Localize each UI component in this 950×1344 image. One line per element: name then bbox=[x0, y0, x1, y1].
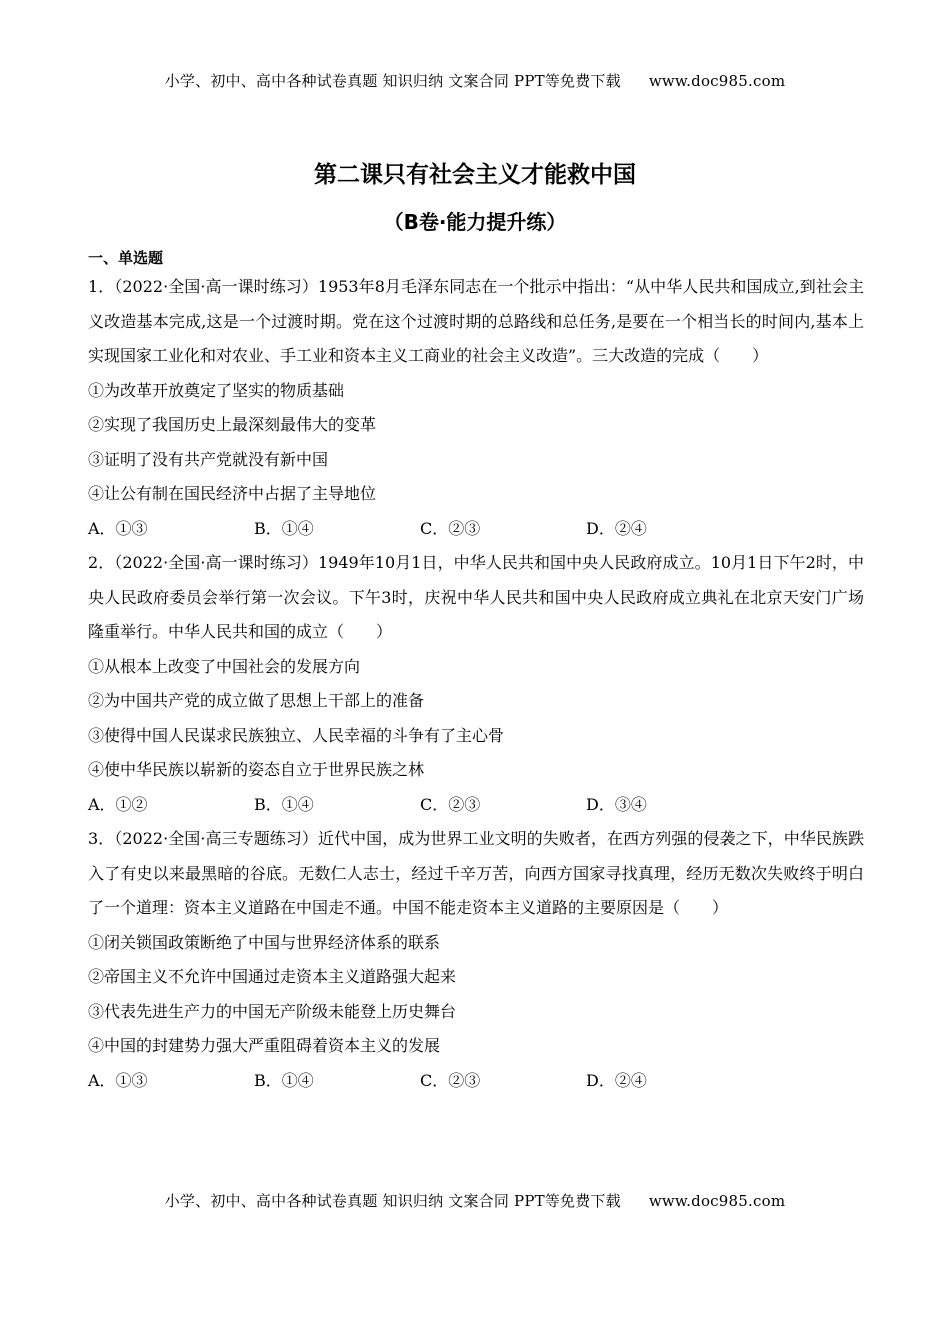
section-heading: 一、单选题 bbox=[88, 249, 164, 267]
option-d[interactable]: D．③④ bbox=[586, 794, 647, 814]
question-stem: 1．（2022·全国·高一课时练习）1953年8月毛泽东同志在一个批示中指出：“从中华人民共和国成立,到社会主义改造基本完成,这是一个过渡时期。党在这个过渡时期的总路线和总任务,是要在一个相当长的时间内,基本上实现国家工业化和对农业、手工业和资本主义工商业的社会主义改造”。三大改造的完成（ ） bbox=[88, 277, 864, 365]
statement: ②实现了我国历史上最深刻最伟大的变革 bbox=[88, 415, 377, 434]
question bbox=[88, 270, 864, 546]
page-footer bbox=[0, 1190, 950, 1211]
option-b[interactable]: B．①④ bbox=[254, 794, 314, 814]
statement: ②为中国共产党的成立做了思想上干部上的准备 bbox=[88, 691, 425, 710]
statement: ④中国的封建势力强大严重阻碍着资本主义的发展 bbox=[88, 1036, 441, 1055]
page-title: 第二课只有社会主义才能救中国 bbox=[314, 162, 636, 188]
answer-options bbox=[88, 1064, 864, 1099]
statement: ③使得中国人民谋求民族独立、人民幸福的斗争有了主心骨 bbox=[88, 725, 505, 745]
option-c[interactable]: C．②③ bbox=[420, 518, 481, 538]
header-text: 小学、初中、高中各种试卷真题 知识归纳 文案合同 PPT等免费下载 bbox=[164, 72, 621, 90]
statement: ④让公有制在国民经济中占据了主导地位 bbox=[88, 484, 377, 503]
statement: ③代表先进生产力的中国无产阶级未能登上历史舞台 bbox=[88, 1001, 457, 1021]
footer-text: 小学、初中、高中各种试卷真题 知识归纳 文案合同 PPT等免费下载 bbox=[164, 1192, 621, 1210]
question-stem: 3．（2022·全国·高三专题练习）近代中国，成为世界工业文明的失败者，在西方列强的侵袭之下，中华民族跌入了有史以来最黑暗的谷底。无数仁人志士，经过千辛万苦，向西方国家寻找真理，经历无数次失败终于明白了一个道理：资本主义道路在中国走不通。中国不能走资本主义道路的主要原因是（ ） bbox=[88, 829, 864, 917]
statement: ①从根本上改变了中国社会的发展方向 bbox=[88, 656, 361, 676]
statement: ④使中华民族以崭新的姿态自立于世界民族之林 bbox=[88, 760, 425, 779]
footer-url[interactable]: www.doc985.com bbox=[648, 1192, 786, 1210]
question bbox=[88, 822, 864, 1098]
question-list bbox=[88, 270, 864, 1098]
statement: ②帝国主义不允许中国通过走资本主义道路强大起来 bbox=[88, 967, 457, 986]
option-b[interactable]: B．①④ bbox=[254, 518, 314, 538]
answer-options bbox=[88, 788, 864, 823]
option-c[interactable]: C．②③ bbox=[420, 794, 481, 814]
statement: ①闭关锁国政策断绝了中国与世界经济体系的联系 bbox=[88, 932, 441, 952]
option-d[interactable]: D．②④ bbox=[586, 1070, 647, 1090]
statement: ③证明了没有共产党就没有新中国 bbox=[88, 449, 329, 469]
option-b[interactable]: B．①④ bbox=[254, 1070, 314, 1090]
option-d[interactable]: D．②④ bbox=[586, 518, 647, 538]
question-stem: 2．（2022·全国·高一课时练习）1949年10月1日，中华人民共和国中央人民政府成立。10月1日下午2时，中央人民政府委员会举行第一次会议。下午3时，庆祝中华人民共和国中央人民政府成立典礼在北京天安门广场隆重举行。中华人民共和国的成立（ ） bbox=[88, 553, 864, 641]
page-header bbox=[0, 70, 950, 91]
question bbox=[88, 546, 864, 822]
option-a[interactable]: A．①② bbox=[88, 794, 148, 814]
option-a[interactable]: A．①③ bbox=[88, 518, 148, 538]
answer-options bbox=[88, 512, 864, 547]
statement: ①为改革开放奠定了坚实的物质基础 bbox=[88, 380, 345, 400]
option-c[interactable]: C．②③ bbox=[420, 1070, 481, 1090]
header-url[interactable]: www.doc985.com bbox=[648, 72, 786, 90]
option-a[interactable]: A．①③ bbox=[88, 1070, 148, 1090]
page-subtitle: （B卷·能力提升练） bbox=[383, 210, 567, 234]
